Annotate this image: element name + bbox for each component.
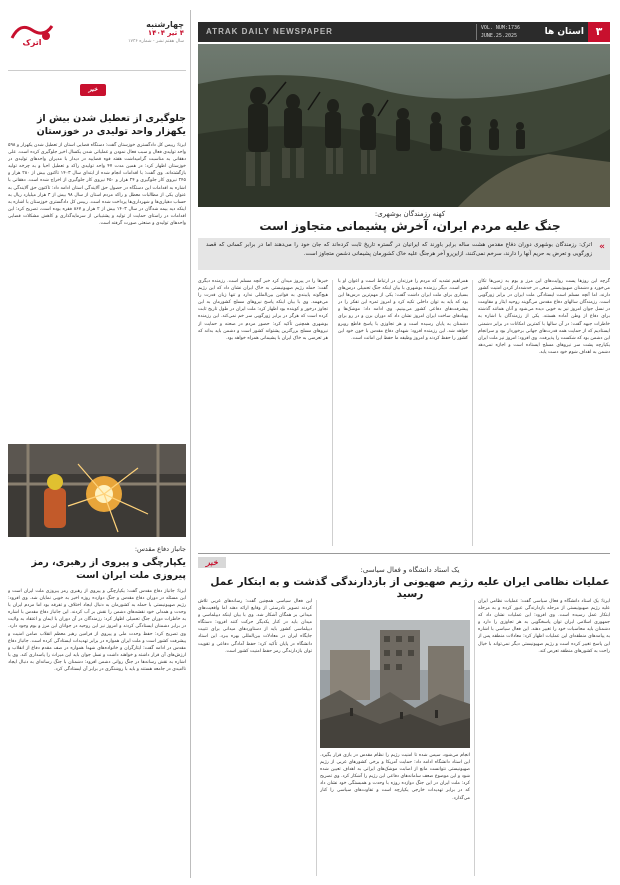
volume-info xyxy=(476,24,520,40)
atrak-logo xyxy=(8,16,56,48)
sidebar-news2-kicker: جانباز دفاع مقدس: xyxy=(134,545,186,553)
sidebar-divider xyxy=(8,70,186,71)
volume-number: VOL. NUM:1736 xyxy=(480,25,520,31)
destroyed-building-photo xyxy=(320,620,470,748)
second-story-column-1: ایرنا: یک استاد دانشگاه و فعال سیاسی گفت: عملیات نظامی ایران علیه رژیم صهیونیستی از مرحله بازدارندگی عبور کرده و به مرحله ابتکار عمل رسیده است. وی افزود: این عملیات نشان داد که جمهوری اسلامی ایران توان پاسخگویی به هر تجاوزی را دارد و دشمنان باید محاسبات خود را تغییر دهند. این فعال سیاسی با اشاره به پیامدهای منطقه‌ای این عملیات اظهار کرد: معادلات منطقه پس از این پاسخ تغییر کرده است و رژیم صهیونیستی دیگر نمی‌تواند با خیال راحت به کشورهای منطقه تعرض کند. xyxy=(478,599,610,654)
main-story-lead xyxy=(198,238,610,270)
section-label: استان ها xyxy=(544,27,584,37)
main-story-headline: جنگ علیه مردم ایران، آخرش پشیمانی متجاوز است xyxy=(259,219,561,233)
issue-meta: سال هفتم نشر - شماره ۱۷۳۶ xyxy=(128,39,184,44)
column-divider xyxy=(474,600,475,876)
main-story-column-2: همراهیم تشدید که مردم را فرزندان در ارتباط است و اعوان او با خبر است. دیگر رزمنده بوشهری با بیان اینکه جنگ تحمیلی درس‌های بسیاری برای ملت ایران داشت گفت: یکی از مهم‌ترین درس‌ها این بود که باید به توان داخلی تکیه کرد و امروز ثمره این تفکر را در پیشرفت‌های دفاعی کشور می‌بینیم. وی ادامه داد: موشک‌ها و پهپادهای ساخت ایران امروز نشان داد که دوران بزن و در رو برای دشمنان به پایان رسیده است و هر تجاوزی با پاسخ قاطع روبرو خواهد شد. این رزمنده افزود: شهدای دفاع مقدس با خون خود این کشور را حفظ کردند و امروز وظیفه ما حفظ این امانت است. xyxy=(338,279,468,341)
column-divider xyxy=(316,600,317,876)
second-story-column-2: انجام می‌شود، سپس شده تا امنیت رژیم را نظام مقدس در بازی قرار بگیرد. این استاد دانشگاه ادامه داد: حمایت آمریکا و برخی کشورهای غربی از رژیم صهیونیستی نتوانست مانع از اصابت موشک‌های ایرانی به اهداف تعیین شده شود و این موضوع ضعف سامانه‌های دفاعی این رژیم را آشکار کرد. وی تصریح کرد: ملت ایران در این جنگ دوازده روزه با وحدت و همبستگی خود نشان داد که در برابر تهدیدات خارجی یکپارچه است و تفاوت‌های سیاسی را کنار می‌گذارد. xyxy=(320,753,470,801)
main-story-column-3: خبرها را در پیروز میدان کرد خبر آنچه مسلم است. رزمنده دیگری گفت: حمله رژیم صهیونیستی به خاک ایران نشان داد که این رژیم هیچ‌گونه پایبندی به قوانین بین‌المللی ندارد و تنها زبان قدرت را می‌فهمد. وی با بیان اینکه پاسخ نیروهای مسلح کشورمان به این تجاوز درخور و کوبنده بود اظهار کرد: ملت ایران در طول تاریخ ثابت کرده است که هرگز در برابر زورگویی سر خم نمی‌کند. این رزمنده بوشهری همچنین تأکید کرد: حضور مردم در صحنه و حمایت از نیروهای مسلح بزرگترین پشتوانه کشور است و دشمن باید بداند که هر تعرضی به خاک ایران با پشیمانی همراه خواهد بود. xyxy=(198,279,328,341)
chevron-left-icon: « xyxy=(599,242,605,252)
rubble-image xyxy=(320,620,470,748)
section-divider xyxy=(198,553,610,554)
second-story-column-2-top xyxy=(320,598,470,618)
sidebar-news2-body: ایرنا: جانباز دفاع مقدس گفت: یکپارچگی و پیروی از رهبری رمز پیروزی ملت ایران است و این مسئله در دوران دفاع مقدس و جنگ دوازده روزه اخیر به خوبی نمایان شد. وی افزود: رژیم صهیونیستی با حمله به کشورمان به دنبال ایجاد اختلاف و تفرقه بود اما مردم ایران با وحدت و همدلی خود نقشه‌های دشمن را نقش بر آب کردند. این جانباز دفاع مقدس با اشاره به خاطرات دوران جنگ تحمیلی اظهار کرد: رزمندگان در آن دوران با ایمان و اعتقاد به ولایت در برابر دشمنان ایستادگی کردند و امروز نیز این روحیه در جوانان این مرز و بوم وجود دارد. وی تصریح کرد: حفظ وحدت ملی و پیروی از فرامین رهبر معظم انقلاب ضامن امنیت و پیشرفت کشور است و ملت ایران همواره در برابر تهدیدات ایستادگی کرده است. جانباز دفاع مقدس در ادامه گفت: ایثارگران و خانواده‌های شهدا همواره در صف مقدم دفاع از انقلاب و ارزش‌های آن قرار داشته و خواهند داشت و نسل جوان باید این میراث را پاسداری کند. وی با اشاره به نقش رسانه‌ها در جنگ روانی دشمن افزود: دشمنان با جنگ رسانه‌ای به دنبال ایجاد ناامیدی در جامعه هستند و باید با روشنگری در برابر آن ایستادگی کرد. xyxy=(8,589,186,673)
date-number: ۴ تیر ۱۴۰۴ xyxy=(147,29,184,37)
hero-photo xyxy=(198,44,610,207)
column-divider xyxy=(332,280,333,546)
sidebar-news1-body: ایرنا: رییس کل دادگستری خوزستان گفت: دستگاه قضایی استان از تعطیل شدن یکهزار و ۵۹۸ واحد تولیدی فعال و سبب فعال نمودن و عملیاتی شدن یکسال اخیر جلوگیری کرده است. علی دهقانی به مناسبت گرامیداشت هفته قوه قضاییه در دیدار با مدیران واحدهای تولیدی در خوزستان اظهار کرد: در همین مدت ۴۷ واحد تولیدی راکد و تعطیل احیا و به چرخه تولید بازگشته‌اند. وی گفت: با اقدامات انجام شده از ابتدای سال ۱۴۰۳ تاکنون بیش از ۲۸۰ هزار و ۲۴۵ نیروی کار جلوگیری و ۲۴ هزار و ۴۵۰ نیروی کار جلوگیری از اخراج شده است. دهقانی با اشاره به اقدامات این دستگاه در حصول حق آلایندگی استان ادامه داد: تاکنون حق آلایندگی به عنوان یکی از مطالبات معطل و راکد مردم استان از سال ۹۸ بیش از ۳ هزار میلیارد ریال به حساب دهیاری‌ها و شهرداری‌ها پرداخت شده است. رییس کل دادگستری خوزستان با اشاره به اینکه دیه بیمه شدگان در سال ۱۴۰۳ بیش از ۲ هزار و ۸۶۷ فقره بوده است، تصریح کرد: این اقدامات در راستای حمایت از تولید و پشتیبانی از سرمایه‌گذاری و کاهش مشکلات قضایی واحدهای تولیدی و صنعتی صورت گرفته است. xyxy=(8,143,186,227)
factory-worker-photo xyxy=(8,444,186,537)
logo-text: اترک xyxy=(22,38,42,47)
paper-name: ATRAK DAILY NEWSPAPER xyxy=(206,27,333,36)
column-divider xyxy=(472,280,473,546)
issue-date: JUNE.25.2025 xyxy=(480,33,517,39)
masthead xyxy=(198,22,610,42)
main-story-kicker: کهنه رزمندگان بوشهری: xyxy=(374,210,446,218)
page-number: ۳ xyxy=(588,22,610,42)
sidebar-news1-title: جلوگیری از تعطیل شدن بیش از یکهزار واحد تولیدی در خوزستان xyxy=(36,113,186,137)
sidebar-divider xyxy=(190,10,191,878)
second-story-column-3: این فعال سیاسی همچنین گفت: رسانه‌های غربی تلاش کردند تصویر نادرستی از وقایع ارائه دهند اما واقعیت‌های میدانی بر همگان آشکار شد. وی با بیان اینکه دیپلماسی و میدان باید در کنار یکدیگر حرکت کنند افزود: دستگاه دیپلماسی کشور باید از دستاوردهای میدانی برای تثبیت جایگاه ایران در معادلات بین‌المللی بهره ببرد. این استاد دانشگاه در پایان تأکید کرد: حفظ آمادگی دفاعی و تقویت توان بازدارندگی رمز حفظ امنیت کشور است. xyxy=(198,599,312,654)
sidebar-news1-tag: خبر xyxy=(80,84,106,96)
second-story-kicker: یک استاد دانشگاه و فعال سیاسی: xyxy=(360,566,460,574)
logo-icon xyxy=(8,16,56,48)
main-story-lead-text: اترک: رزمندگان بوشهری دوران دفاع مقدس هشت ساله برابر باورند که ایرانیان در گستره تاریخ ثابت کرده‌اند که جان خود را می‌دهند اما در برابر کسانی که قصد زورگویی و تعرض به حریم آنها را دارند، سرخم نمی‌کنند، ازاین‌رو آخر هرجنگ علیه خاک کشورمان پشیمانی دشمن متجاوز است. xyxy=(206,242,592,257)
date-day: چهارشنبه xyxy=(146,20,184,29)
sidebar-news2-title: یکپارچگی و پیروی از رهبری، رمز پیروزی ملت ایران است xyxy=(31,557,186,581)
second-story-headline: عملیات نظامی ایران علیه رژیم صهیونی از بازدارندگی گذشت و به ابتکار عمل رسید xyxy=(210,576,610,600)
soldiers-photo-image xyxy=(198,44,610,207)
main-story-column-1: گرچه این روزها پست روایت‌های این مرز و بوم به زمین‌ها تکان می‌خورد و دشمنان صهیونیستی سعی در خدشه‌دار کردن امنیت کشور دارند، اما آنچه مسلم است ایستادگی ملت ایران در برابر زورگویی است. رزمندگان سالهای دفاع مقدس می‌گویند روحیه ایثار و مقاومت در نسل جوان امروز نیز به خوبی دیده می‌شود و آنان همانند گذشته برای دفاع از وطن آماده هستند. یکی از رزمندگان با اشاره به خاطرات جبهه گفت: در آن سالها با کمترین امکانات در برابر دشمنی ایستادیم که از حمایت همه قدرت‌های جهانی برخوردار بود و سرانجام این دشمن بود که شکست را پذیرفت. وی افزود: امروز نیز ملت ایران یکپارچه پشت سر نیروهای مسلح ایستاده است و اجازه نمی‌دهد دشمن به اهداف شوم خود دست یابد. xyxy=(478,279,610,355)
factory-image xyxy=(8,444,186,537)
second-story-tag: خبر xyxy=(198,557,226,568)
date-block xyxy=(60,20,184,44)
